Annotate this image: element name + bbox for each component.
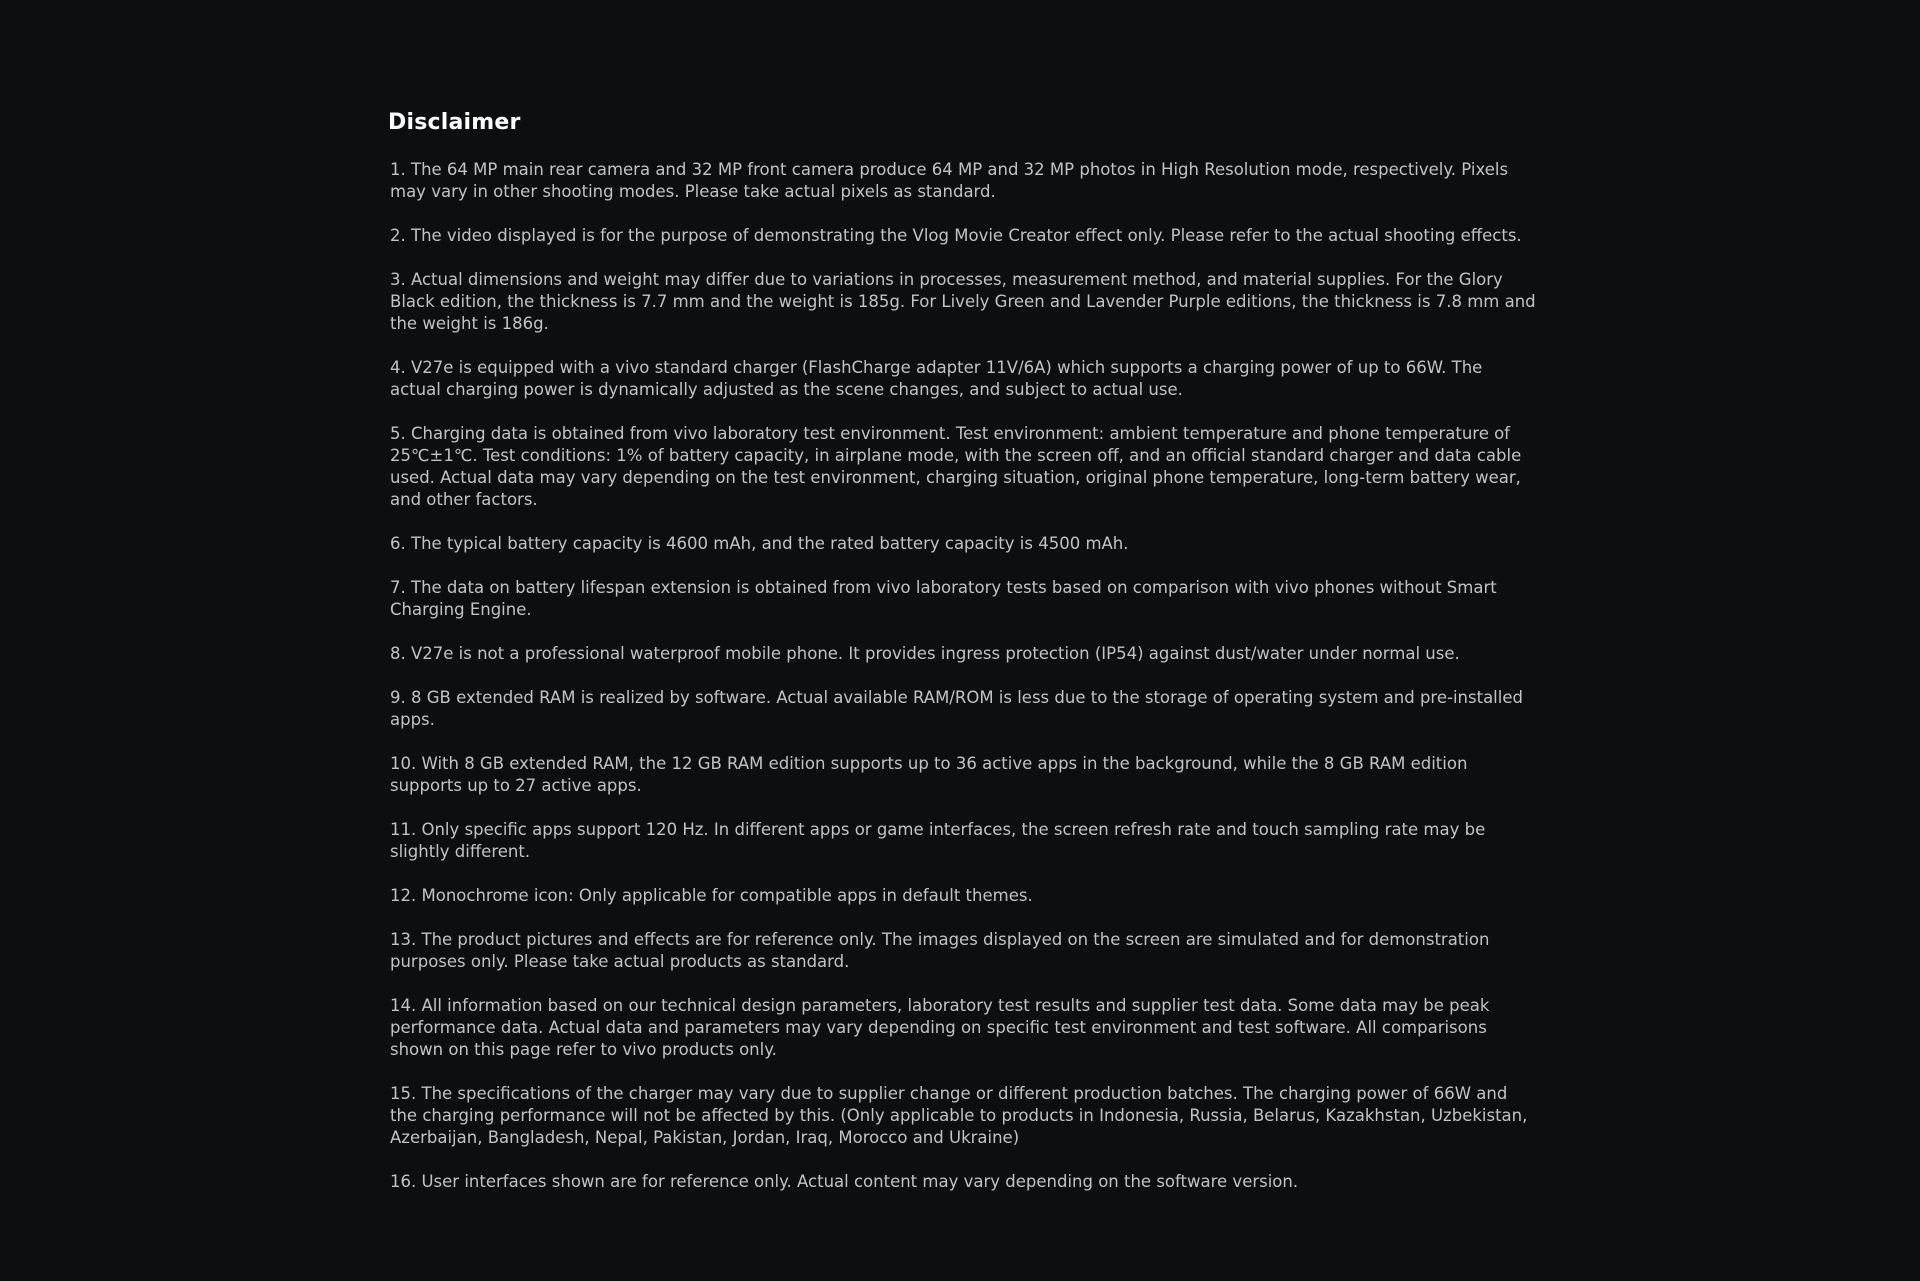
disclaimer-section <box>388 108 1538 1215</box>
disclaimer-item-10: 10. With 8 GB extended RAM, the 12 GB RAM edition supports up to 36 active apps in the background, while the 8 GB RAM edition supports up to 27 active apps. <box>390 754 1468 795</box>
disclaimer-item-3: 3. Actual dimensions and weight may differ due to variations in processes, measurement method, and material supplies. For the Glory Black edition, the thickness is 7.7 mm and the weight is 185g. For Lively Green and Lavender Purple editions, the thickness is 7.8 mm and the weight is 186g. <box>390 270 1536 333</box>
disclaimer-list <box>388 159 1538 1193</box>
disclaimer-item-9: 9. 8 GB extended RAM is realized by software. Actual available RAM/ROM is less due to the storage of operating system and pre-installed apps. <box>390 688 1523 729</box>
disclaimer-item-4: 4. V27e is equipped with a vivo standard charger (FlashCharge adapter 11V/6A) which supports a charging power of up to 66W. The actual charging power is dynamically adjusted as the scene changes, and subject to actual use. <box>390 358 1483 399</box>
disclaimer-item-8: 8. V27e is not a professional waterproof mobile phone. It provides ingress protection (IP54) against dust/water under normal use. <box>390 644 1460 663</box>
disclaimer-title: Disclaimer <box>388 110 521 135</box>
disclaimer-item-15: 15. The specifications of the charger may vary due to supplier change or different production batches. The charging power of 66W and the charging performance will not be affected by this. (Only applicable to products in Indonesia, Russia, Belarus, Kazakhstan, Uzbekistan, Azerbaijan, Bangladesh, Nepal, Pakistan, Jordan, Iraq, Morocco and Ukraine) <box>390 1084 1528 1147</box>
disclaimer-item-14: 14. All information based on our technical design parameters, laboratory test results and supplier test data. Some data may be peak performance data. Actual data and parameters may vary depending on specific test environment and test software. All comparisons shown on this page refer to vivo products only. <box>390 996 1490 1059</box>
disclaimer-item-1: 1. The 64 MP main rear camera and 32 MP front camera produce 64 MP and 32 MP photos in High Resolution mode, respectively. Pixels may vary in other shooting modes. Please take actual pixels as standard. <box>390 160 1509 201</box>
disclaimer-item-6: 6. The typical battery capacity is 4600 mAh, and the rated battery capacity is 4500 mAh. <box>390 534 1129 553</box>
disclaimer-item-13: 13. The product pictures and effects are for reference only. The images displayed on the screen are simulated and for demonstration purposes only. Please take actual products as standard. <box>390 930 1490 971</box>
disclaimer-item-11: 11. Only specific apps support 120 Hz. In different apps or game interfaces, the screen refresh rate and touch sampling rate may be slightly different. <box>390 820 1486 861</box>
disclaimer-item-7: 7. The data on battery lifespan extension is obtained from vivo laboratory tests based on comparison with vivo phones without Smart Charging Engine. <box>390 578 1497 619</box>
disclaimer-item-5: 5. Charging data is obtained from vivo laboratory test environment. Test environment: ambient temperature and phone temperature of 25℃±1℃. Test conditions: 1% of battery capacity, in airplane mode, with the screen off, and an official standard charger and data cable used. Actual data may vary depending on the test environment, charging situation, original phone temperature, long-term battery wear, and other factors. <box>390 424 1522 509</box>
disclaimer-item-2: 2. The video displayed is for the purpose of demonstrating the Vlog Movie Creator effect only. Please refer to the actual shooting effects. <box>390 226 1522 245</box>
disclaimer-item-12: 12. Monochrome icon: Only applicable for compatible apps in default themes. <box>390 886 1033 905</box>
disclaimer-item-16: 16. User interfaces shown are for reference only. Actual content may vary depending on the software version. <box>390 1172 1299 1191</box>
